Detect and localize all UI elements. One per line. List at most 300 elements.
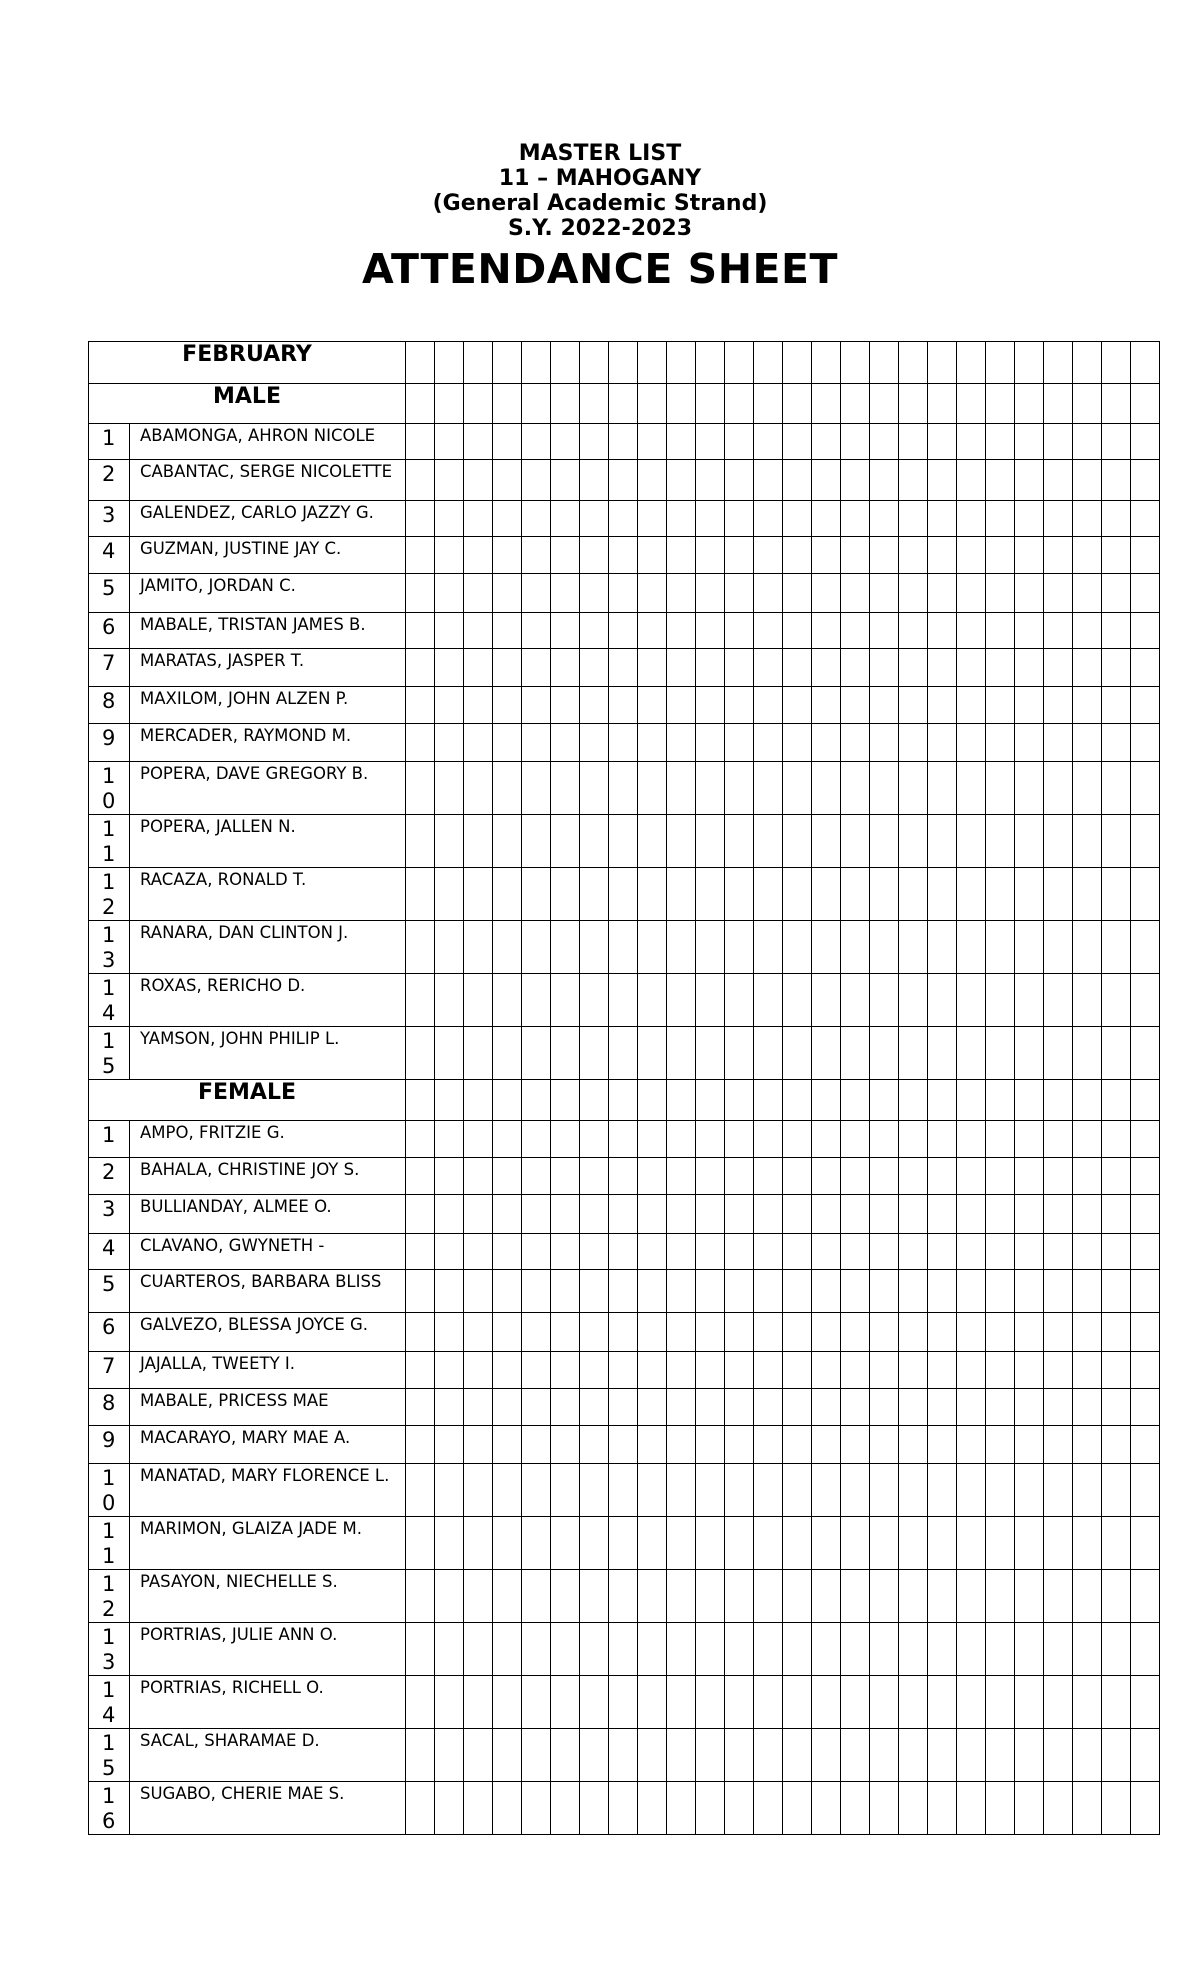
- attendance-cell[interactable]: [812, 1389, 841, 1426]
- attendance-cell[interactable]: [667, 384, 696, 424]
- attendance-cell[interactable]: [551, 868, 580, 921]
- attendance-cell[interactable]: [1073, 1464, 1102, 1517]
- attendance-cell[interactable]: [754, 1195, 783, 1234]
- attendance-cell[interactable]: [522, 815, 551, 868]
- attendance-cell[interactable]: [986, 974, 1015, 1027]
- attendance-cell[interactable]: [928, 1313, 957, 1352]
- attendance-cell[interactable]: [986, 1517, 1015, 1570]
- attendance-cell[interactable]: [580, 762, 609, 815]
- attendance-cell[interactable]: [1044, 1270, 1073, 1313]
- attendance-cell[interactable]: [609, 1158, 638, 1195]
- attendance-cell[interactable]: [870, 921, 899, 974]
- attendance-cell[interactable]: [725, 687, 754, 724]
- attendance-cell[interactable]: [783, 724, 812, 762]
- attendance-cell[interactable]: [522, 574, 551, 613]
- attendance-cell[interactable]: [812, 1158, 841, 1195]
- attendance-cell[interactable]: [1073, 1623, 1102, 1676]
- attendance-cell[interactable]: [928, 460, 957, 501]
- attendance-cell[interactable]: [696, 868, 725, 921]
- attendance-cell[interactable]: [928, 342, 957, 384]
- attendance-cell[interactable]: [1131, 1464, 1160, 1517]
- attendance-cell[interactable]: [841, 537, 870, 574]
- attendance-cell[interactable]: [1015, 1517, 1044, 1570]
- attendance-cell[interactable]: [899, 815, 928, 868]
- attendance-cell[interactable]: [986, 1195, 1015, 1234]
- attendance-cell[interactable]: [609, 574, 638, 613]
- attendance-cell[interactable]: [522, 501, 551, 537]
- attendance-cell[interactable]: [812, 1623, 841, 1676]
- attendance-cell[interactable]: [1131, 1729, 1160, 1782]
- attendance-cell[interactable]: [725, 1270, 754, 1313]
- attendance-cell[interactable]: [406, 1195, 435, 1234]
- attendance-cell[interactable]: [899, 1027, 928, 1080]
- attendance-cell[interactable]: [870, 815, 899, 868]
- attendance-cell[interactable]: [1015, 921, 1044, 974]
- attendance-cell[interactable]: [464, 687, 493, 724]
- attendance-cell[interactable]: [1073, 815, 1102, 868]
- attendance-cell[interactable]: [1102, 815, 1131, 868]
- attendance-cell[interactable]: [522, 921, 551, 974]
- attendance-cell[interactable]: [1015, 613, 1044, 649]
- attendance-cell[interactable]: [841, 1313, 870, 1352]
- attendance-cell[interactable]: [1015, 1389, 1044, 1426]
- attendance-cell[interactable]: [986, 815, 1015, 868]
- attendance-cell[interactable]: [1131, 424, 1160, 460]
- attendance-cell[interactable]: [551, 1426, 580, 1464]
- attendance-cell[interactable]: [928, 974, 957, 1027]
- attendance-cell[interactable]: [1044, 1080, 1073, 1121]
- attendance-cell[interactable]: [551, 649, 580, 687]
- attendance-cell[interactable]: [841, 1729, 870, 1782]
- attendance-cell[interactable]: [522, 762, 551, 815]
- attendance-cell[interactable]: [609, 1195, 638, 1234]
- attendance-cell[interactable]: [754, 1389, 783, 1426]
- attendance-cell[interactable]: [435, 1782, 464, 1835]
- attendance-cell[interactable]: [696, 815, 725, 868]
- attendance-cell[interactable]: [580, 1234, 609, 1270]
- attendance-cell[interactable]: [493, 1027, 522, 1080]
- attendance-cell[interactable]: [841, 1195, 870, 1234]
- attendance-cell[interactable]: [986, 1426, 1015, 1464]
- attendance-cell[interactable]: [1073, 613, 1102, 649]
- attendance-cell[interactable]: [638, 1782, 667, 1835]
- attendance-cell[interactable]: [725, 1782, 754, 1835]
- attendance-cell[interactable]: [1102, 1027, 1131, 1080]
- attendance-cell[interactable]: [1015, 1270, 1044, 1313]
- attendance-cell[interactable]: [841, 649, 870, 687]
- attendance-cell[interactable]: [638, 1464, 667, 1517]
- attendance-cell[interactable]: [1044, 724, 1073, 762]
- attendance-cell[interactable]: [725, 974, 754, 1027]
- attendance-cell[interactable]: [1073, 384, 1102, 424]
- attendance-cell[interactable]: [580, 1158, 609, 1195]
- attendance-cell[interactable]: [493, 613, 522, 649]
- attendance-cell[interactable]: [1102, 974, 1131, 1027]
- attendance-cell[interactable]: [870, 1517, 899, 1570]
- attendance-cell[interactable]: [609, 1389, 638, 1426]
- attendance-cell[interactable]: [957, 1676, 986, 1729]
- attendance-cell[interactable]: [522, 1158, 551, 1195]
- attendance-cell[interactable]: [522, 1464, 551, 1517]
- attendance-cell[interactable]: [812, 384, 841, 424]
- attendance-cell[interactable]: [1131, 1270, 1160, 1313]
- attendance-cell[interactable]: [667, 1195, 696, 1234]
- attendance-cell[interactable]: [928, 724, 957, 762]
- attendance-cell[interactable]: [667, 921, 696, 974]
- attendance-cell[interactable]: [551, 424, 580, 460]
- attendance-cell[interactable]: [1131, 1234, 1160, 1270]
- attendance-cell[interactable]: [841, 1234, 870, 1270]
- attendance-cell[interactable]: [783, 537, 812, 574]
- attendance-cell[interactable]: [725, 1623, 754, 1676]
- attendance-cell[interactable]: [667, 724, 696, 762]
- attendance-cell[interactable]: [464, 1570, 493, 1623]
- attendance-cell[interactable]: [928, 1426, 957, 1464]
- attendance-cell[interactable]: [551, 1158, 580, 1195]
- attendance-cell[interactable]: [493, 1158, 522, 1195]
- attendance-cell[interactable]: [580, 1195, 609, 1234]
- attendance-cell[interactable]: [406, 1352, 435, 1389]
- attendance-cell[interactable]: [406, 1121, 435, 1158]
- attendance-cell[interactable]: [754, 1782, 783, 1835]
- attendance-cell[interactable]: [435, 501, 464, 537]
- attendance-cell[interactable]: [899, 1080, 928, 1121]
- attendance-cell[interactable]: [638, 342, 667, 384]
- attendance-cell[interactable]: [1015, 1195, 1044, 1234]
- attendance-cell[interactable]: [783, 1270, 812, 1313]
- attendance-cell[interactable]: [841, 460, 870, 501]
- attendance-cell[interactable]: [1015, 974, 1044, 1027]
- attendance-cell[interactable]: [1131, 1570, 1160, 1623]
- attendance-cell[interactable]: [435, 460, 464, 501]
- attendance-cell[interactable]: [783, 1570, 812, 1623]
- attendance-cell[interactable]: [464, 1195, 493, 1234]
- attendance-cell[interactable]: [986, 1782, 1015, 1835]
- attendance-cell[interactable]: [435, 613, 464, 649]
- attendance-cell[interactable]: [928, 1195, 957, 1234]
- attendance-cell[interactable]: [928, 1464, 957, 1517]
- attendance-cell[interactable]: [1131, 1352, 1160, 1389]
- attendance-cell[interactable]: [1131, 1782, 1160, 1835]
- attendance-cell[interactable]: [1102, 1464, 1131, 1517]
- attendance-cell[interactable]: [464, 537, 493, 574]
- attendance-cell[interactable]: [667, 1570, 696, 1623]
- attendance-cell[interactable]: [551, 613, 580, 649]
- attendance-cell[interactable]: [899, 762, 928, 815]
- attendance-cell[interactable]: [841, 1389, 870, 1426]
- attendance-cell[interactable]: [899, 342, 928, 384]
- attendance-cell[interactable]: [957, 574, 986, 613]
- attendance-cell[interactable]: [1131, 1517, 1160, 1570]
- attendance-cell[interactable]: [841, 613, 870, 649]
- attendance-cell[interactable]: [870, 1027, 899, 1080]
- attendance-cell[interactable]: [1073, 1782, 1102, 1835]
- attendance-cell[interactable]: [1015, 1782, 1044, 1835]
- attendance-cell[interactable]: [725, 1352, 754, 1389]
- attendance-cell[interactable]: [870, 687, 899, 724]
- attendance-cell[interactable]: [551, 1027, 580, 1080]
- attendance-cell[interactable]: [667, 1352, 696, 1389]
- attendance-cell[interactable]: [899, 574, 928, 613]
- attendance-cell[interactable]: [638, 1570, 667, 1623]
- attendance-cell[interactable]: [783, 1676, 812, 1729]
- attendance-cell[interactable]: [1131, 1195, 1160, 1234]
- attendance-cell[interactable]: [1015, 1027, 1044, 1080]
- attendance-cell[interactable]: [1131, 1426, 1160, 1464]
- attendance-cell[interactable]: [1131, 868, 1160, 921]
- attendance-cell[interactable]: [580, 1121, 609, 1158]
- attendance-cell[interactable]: [870, 1158, 899, 1195]
- attendance-cell[interactable]: [899, 501, 928, 537]
- attendance-cell[interactable]: [841, 868, 870, 921]
- attendance-cell[interactable]: [580, 1676, 609, 1729]
- attendance-cell[interactable]: [1102, 613, 1131, 649]
- attendance-cell[interactable]: [725, 1158, 754, 1195]
- attendance-cell[interactable]: [1073, 1389, 1102, 1426]
- attendance-cell[interactable]: [435, 1234, 464, 1270]
- attendance-cell[interactable]: [1015, 1729, 1044, 1782]
- attendance-cell[interactable]: [696, 1313, 725, 1352]
- attendance-cell[interactable]: [551, 762, 580, 815]
- attendance-cell[interactable]: [754, 501, 783, 537]
- attendance-cell[interactable]: [406, 1782, 435, 1835]
- attendance-cell[interactable]: [754, 1676, 783, 1729]
- attendance-cell[interactable]: [870, 724, 899, 762]
- attendance-cell[interactable]: [609, 1080, 638, 1121]
- attendance-cell[interactable]: [870, 1313, 899, 1352]
- attendance-cell[interactable]: [609, 384, 638, 424]
- attendance-cell[interactable]: [725, 460, 754, 501]
- attendance-cell[interactable]: [1044, 1426, 1073, 1464]
- attendance-cell[interactable]: [580, 1389, 609, 1426]
- attendance-cell[interactable]: [1131, 384, 1160, 424]
- attendance-cell[interactable]: [435, 868, 464, 921]
- attendance-cell[interactable]: [493, 1352, 522, 1389]
- attendance-cell[interactable]: [841, 501, 870, 537]
- attendance-cell[interactable]: [435, 1195, 464, 1234]
- attendance-cell[interactable]: [1131, 460, 1160, 501]
- attendance-cell[interactable]: [1102, 868, 1131, 921]
- attendance-cell[interactable]: [406, 1027, 435, 1080]
- attendance-cell[interactable]: [522, 384, 551, 424]
- attendance-cell[interactable]: [522, 868, 551, 921]
- attendance-cell[interactable]: [957, 424, 986, 460]
- attendance-cell[interactable]: [725, 384, 754, 424]
- attendance-cell[interactable]: [986, 1676, 1015, 1729]
- attendance-cell[interactable]: [406, 1234, 435, 1270]
- attendance-cell[interactable]: [435, 1464, 464, 1517]
- attendance-cell[interactable]: [580, 1623, 609, 1676]
- attendance-cell[interactable]: [522, 460, 551, 501]
- attendance-cell[interactable]: [696, 1517, 725, 1570]
- attendance-cell[interactable]: [1102, 1270, 1131, 1313]
- attendance-cell[interactable]: [957, 687, 986, 724]
- attendance-cell[interactable]: [464, 1352, 493, 1389]
- attendance-cell[interactable]: [1044, 1782, 1073, 1835]
- attendance-cell[interactable]: [783, 1623, 812, 1676]
- attendance-cell[interactable]: [522, 649, 551, 687]
- attendance-cell[interactable]: [899, 1270, 928, 1313]
- attendance-cell[interactable]: [1102, 384, 1131, 424]
- attendance-cell[interactable]: [638, 1158, 667, 1195]
- attendance-cell[interactable]: [493, 384, 522, 424]
- attendance-cell[interactable]: [551, 1195, 580, 1234]
- attendance-cell[interactable]: [1044, 1313, 1073, 1352]
- attendance-cell[interactable]: [667, 1158, 696, 1195]
- attendance-cell[interactable]: [899, 1623, 928, 1676]
- attendance-cell[interactable]: [899, 1313, 928, 1352]
- attendance-cell[interactable]: [928, 868, 957, 921]
- attendance-cell[interactable]: [464, 1080, 493, 1121]
- attendance-cell[interactable]: [812, 868, 841, 921]
- attendance-cell[interactable]: [1073, 687, 1102, 724]
- attendance-cell[interactable]: [957, 342, 986, 384]
- attendance-cell[interactable]: [551, 1121, 580, 1158]
- attendance-cell[interactable]: [754, 1426, 783, 1464]
- attendance-cell[interactable]: [1102, 1389, 1131, 1426]
- attendance-cell[interactable]: [1015, 1426, 1044, 1464]
- attendance-cell[interactable]: [1102, 1426, 1131, 1464]
- attendance-cell[interactable]: [928, 1676, 957, 1729]
- attendance-cell[interactable]: [899, 1121, 928, 1158]
- attendance-cell[interactable]: [493, 1313, 522, 1352]
- attendance-cell[interactable]: [812, 1352, 841, 1389]
- attendance-cell[interactable]: [464, 1623, 493, 1676]
- attendance-cell[interactable]: [493, 1729, 522, 1782]
- attendance-cell[interactable]: [696, 762, 725, 815]
- attendance-cell[interactable]: [1131, 815, 1160, 868]
- attendance-cell[interactable]: [725, 1027, 754, 1080]
- attendance-cell[interactable]: [551, 460, 580, 501]
- attendance-cell[interactable]: [928, 1352, 957, 1389]
- attendance-cell[interactable]: [812, 762, 841, 815]
- attendance-cell[interactable]: [580, 921, 609, 974]
- attendance-cell[interactable]: [551, 687, 580, 724]
- attendance-cell[interactable]: [1102, 342, 1131, 384]
- attendance-cell[interactable]: [754, 649, 783, 687]
- attendance-cell[interactable]: [638, 384, 667, 424]
- attendance-cell[interactable]: [812, 921, 841, 974]
- attendance-cell[interactable]: [464, 1313, 493, 1352]
- attendance-cell[interactable]: [406, 1676, 435, 1729]
- attendance-cell[interactable]: [754, 613, 783, 649]
- attendance-cell[interactable]: [783, 342, 812, 384]
- attendance-cell[interactable]: [812, 424, 841, 460]
- attendance-cell[interactable]: [783, 1121, 812, 1158]
- attendance-cell[interactable]: [406, 342, 435, 384]
- attendance-cell[interactable]: [1102, 1570, 1131, 1623]
- attendance-cell[interactable]: [812, 1426, 841, 1464]
- attendance-cell[interactable]: [986, 384, 1015, 424]
- attendance-cell[interactable]: [1073, 1158, 1102, 1195]
- attendance-cell[interactable]: [638, 649, 667, 687]
- attendance-cell[interactable]: [1015, 1352, 1044, 1389]
- attendance-cell[interactable]: [899, 1158, 928, 1195]
- attendance-cell[interactable]: [1044, 687, 1073, 724]
- attendance-cell[interactable]: [957, 815, 986, 868]
- attendance-cell[interactable]: [696, 1782, 725, 1835]
- attendance-cell[interactable]: [609, 868, 638, 921]
- attendance-cell[interactable]: [957, 613, 986, 649]
- attendance-cell[interactable]: [1044, 868, 1073, 921]
- attendance-cell[interactable]: [435, 762, 464, 815]
- attendance-cell[interactable]: [870, 460, 899, 501]
- attendance-cell[interactable]: [609, 1270, 638, 1313]
- attendance-cell[interactable]: [812, 815, 841, 868]
- attendance-cell[interactable]: [1102, 574, 1131, 613]
- attendance-cell[interactable]: [899, 424, 928, 460]
- attendance-cell[interactable]: [580, 460, 609, 501]
- attendance-cell[interactable]: [928, 649, 957, 687]
- attendance-cell[interactable]: [580, 1570, 609, 1623]
- attendance-cell[interactable]: [406, 1389, 435, 1426]
- attendance-cell[interactable]: [667, 1517, 696, 1570]
- attendance-cell[interactable]: [841, 424, 870, 460]
- attendance-cell[interactable]: [406, 1570, 435, 1623]
- attendance-cell[interactable]: [1044, 1027, 1073, 1080]
- attendance-cell[interactable]: [841, 974, 870, 1027]
- attendance-cell[interactable]: [783, 815, 812, 868]
- attendance-cell[interactable]: [493, 1270, 522, 1313]
- attendance-cell[interactable]: [667, 342, 696, 384]
- attendance-cell[interactable]: [464, 649, 493, 687]
- attendance-cell[interactable]: [1073, 1729, 1102, 1782]
- attendance-cell[interactable]: [609, 460, 638, 501]
- attendance-cell[interactable]: [696, 724, 725, 762]
- attendance-cell[interactable]: [754, 1623, 783, 1676]
- attendance-cell[interactable]: [870, 342, 899, 384]
- attendance-cell[interactable]: [899, 921, 928, 974]
- attendance-cell[interactable]: [551, 1782, 580, 1835]
- attendance-cell[interactable]: [841, 1352, 870, 1389]
- attendance-cell[interactable]: [812, 1080, 841, 1121]
- attendance-cell[interactable]: [464, 1676, 493, 1729]
- attendance-cell[interactable]: [609, 1027, 638, 1080]
- attendance-cell[interactable]: [493, 1623, 522, 1676]
- attendance-cell[interactable]: [435, 815, 464, 868]
- attendance-cell[interactable]: [1102, 1313, 1131, 1352]
- attendance-cell[interactable]: [551, 1270, 580, 1313]
- attendance-cell[interactable]: [493, 868, 522, 921]
- attendance-cell[interactable]: [725, 921, 754, 974]
- attendance-cell[interactable]: [406, 1313, 435, 1352]
- attendance-cell[interactable]: [580, 424, 609, 460]
- attendance-cell[interactable]: [406, 1464, 435, 1517]
- attendance-cell[interactable]: [580, 868, 609, 921]
- attendance-cell[interactable]: [812, 1517, 841, 1570]
- attendance-cell[interactable]: [783, 1782, 812, 1835]
- attendance-cell[interactable]: [1073, 424, 1102, 460]
- attendance-cell[interactable]: [435, 1676, 464, 1729]
- attendance-cell[interactable]: [1131, 342, 1160, 384]
- attendance-cell[interactable]: [754, 1027, 783, 1080]
- attendance-cell[interactable]: [609, 501, 638, 537]
- attendance-cell[interactable]: [812, 1195, 841, 1234]
- attendance-cell[interactable]: [1073, 1676, 1102, 1729]
- attendance-cell[interactable]: [435, 1570, 464, 1623]
- attendance-cell[interactable]: [1015, 687, 1044, 724]
- attendance-cell[interactable]: [986, 1027, 1015, 1080]
- attendance-cell[interactable]: [667, 537, 696, 574]
- attendance-cell[interactable]: [1015, 1234, 1044, 1270]
- attendance-cell[interactable]: [493, 1389, 522, 1426]
- attendance-cell[interactable]: [638, 1195, 667, 1234]
- attendance-cell[interactable]: [1131, 921, 1160, 974]
- attendance-cell[interactable]: [754, 762, 783, 815]
- attendance-cell[interactable]: [754, 574, 783, 613]
- attendance-cell[interactable]: [464, 501, 493, 537]
- attendance-cell[interactable]: [609, 815, 638, 868]
